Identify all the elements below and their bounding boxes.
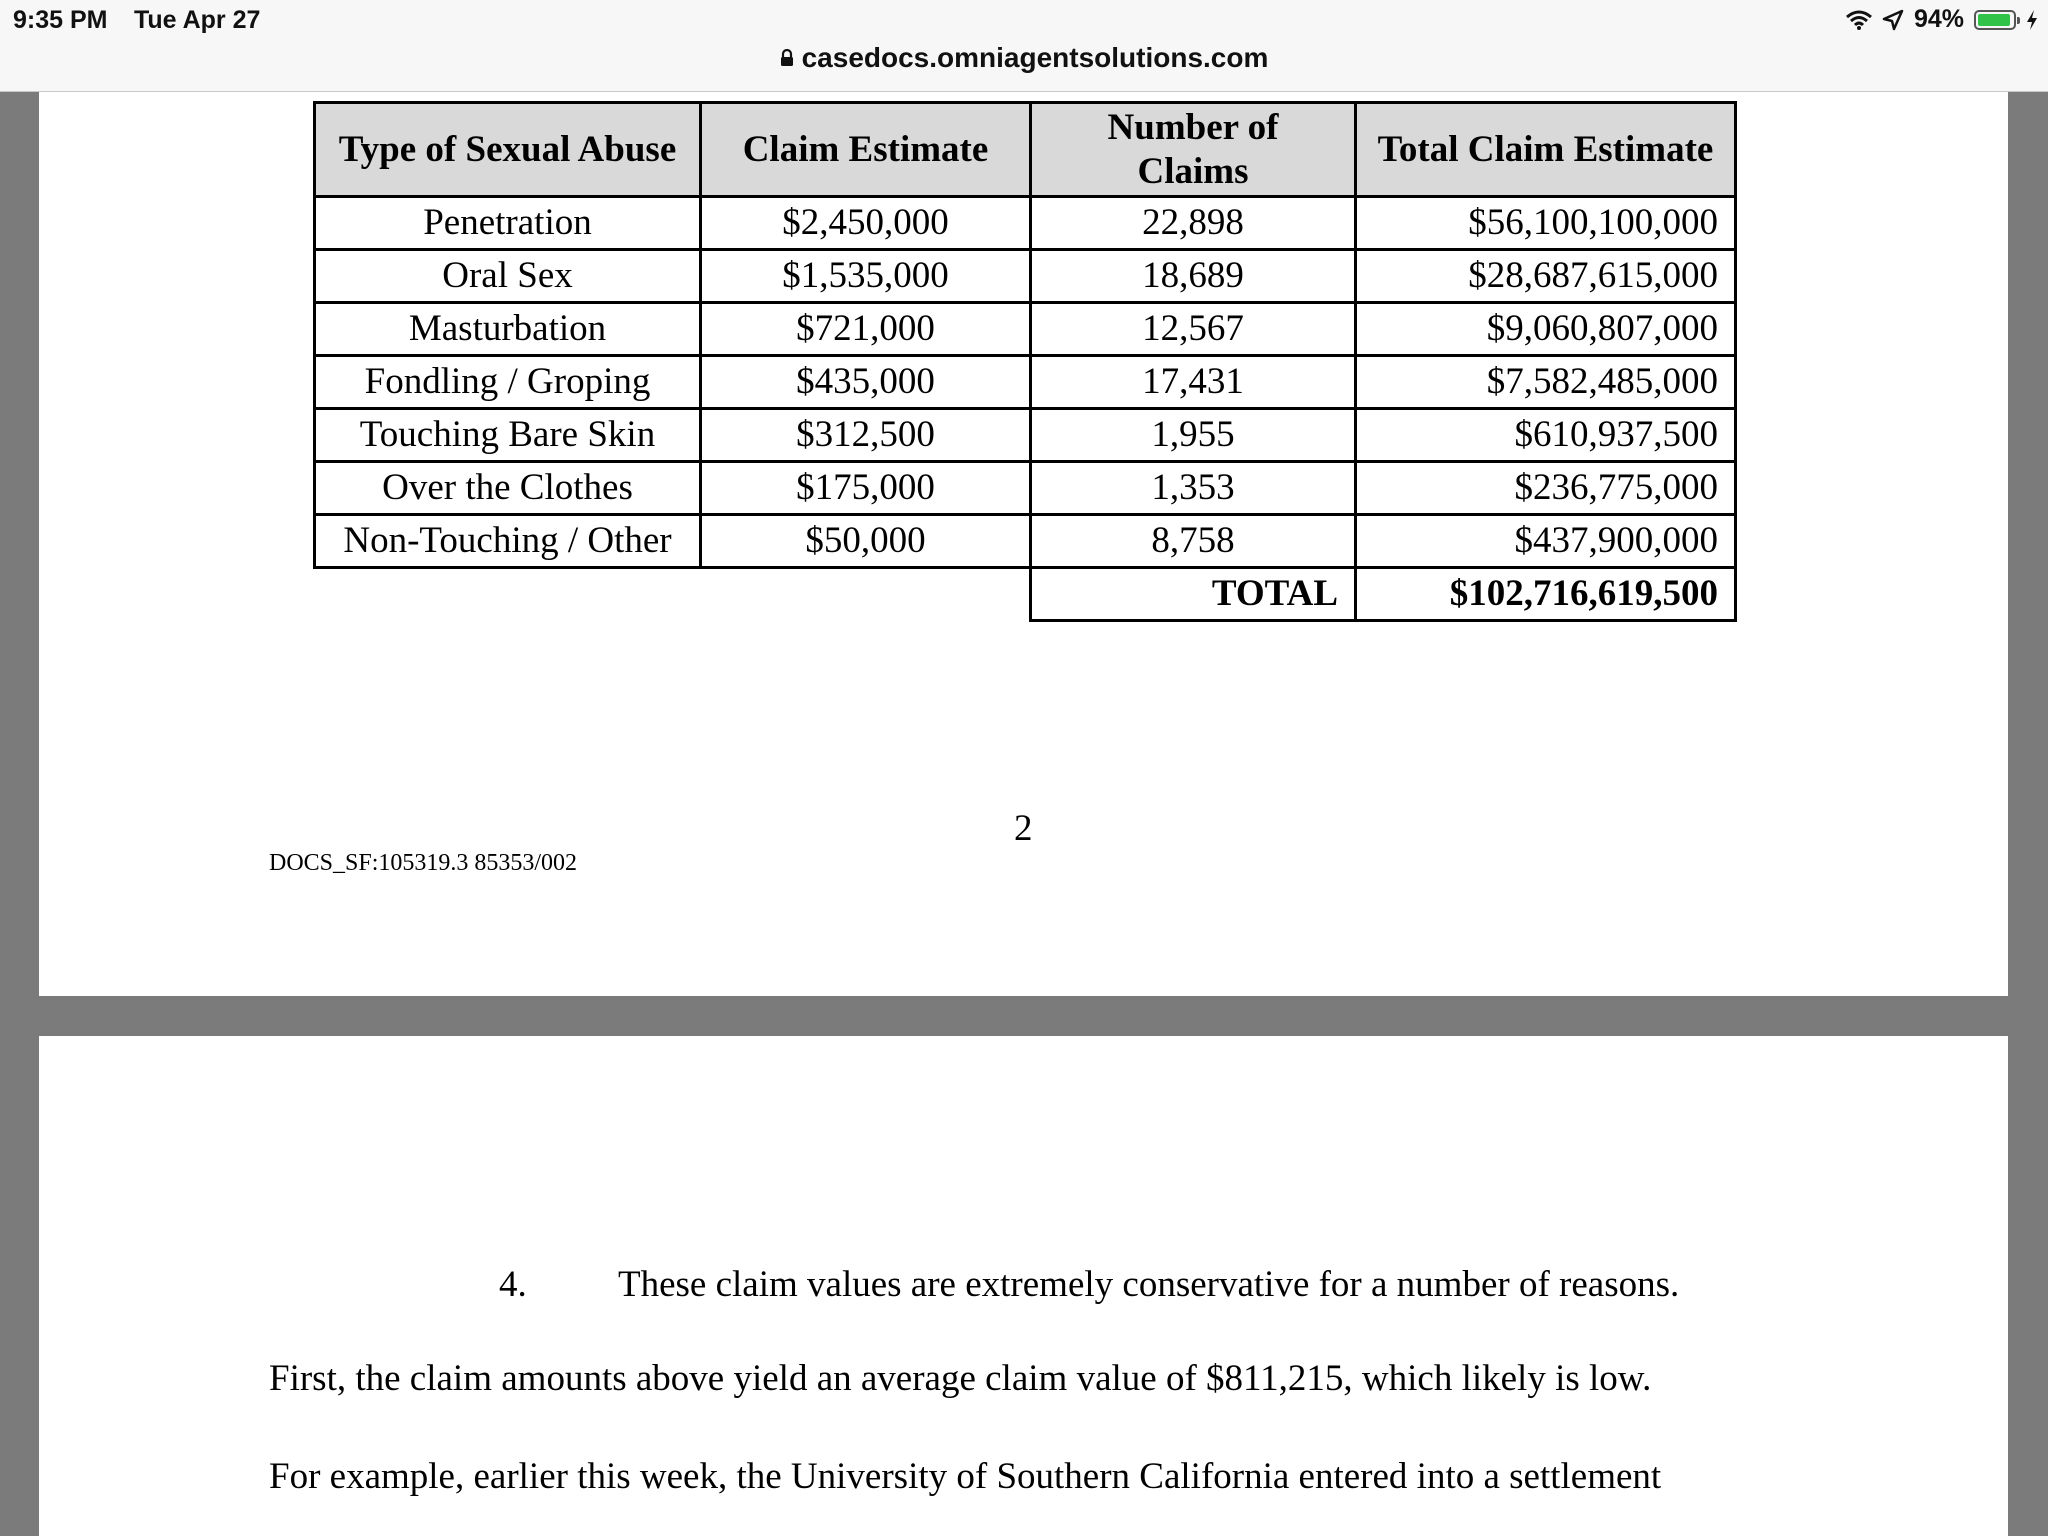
cell-claim-estimate: $435,000	[701, 356, 1031, 409]
cell-total: $28,687,615,000	[1356, 250, 1736, 303]
cell-type: Masturbation	[315, 303, 701, 356]
cell-type: Non-Touching / Other	[315, 515, 701, 568]
status-time: 9:35 PM	[13, 6, 108, 34]
browser-chrome	[0, 0, 2048, 92]
cell-total: $437,900,000	[1356, 515, 1736, 568]
table-row	[315, 409, 1736, 462]
cell-total: $236,775,000	[1356, 462, 1736, 515]
header-claim-estimate: Claim Estimate	[701, 103, 1031, 197]
cell-type: Penetration	[315, 197, 701, 250]
table-row	[315, 515, 1736, 568]
cell-type: Oral Sex	[315, 250, 701, 303]
total-value: $102,716,619,500	[1356, 568, 1736, 621]
cell-total: $7,582,485,000	[1356, 356, 1736, 409]
cell-type: Over the Clothes	[315, 462, 701, 515]
blank-cell	[315, 568, 701, 621]
claims-table	[313, 101, 1737, 622]
cell-number-of-claims: 18,689	[1031, 250, 1356, 303]
paragraph-line: These claim values are extremely conservative for a number of reasons.	[618, 1264, 1680, 1305]
cell-type: Touching Bare Skin	[315, 409, 701, 462]
total-label: TOTAL	[1031, 568, 1356, 621]
location-arrow-icon	[1882, 9, 1904, 31]
paragraph-line: First, the claim amounts above yield an average claim value of $811,215, which likely is low.	[269, 1358, 1652, 1399]
table-row	[315, 197, 1736, 250]
cell-claim-estimate: $2,450,000	[701, 197, 1031, 250]
table-row	[315, 250, 1736, 303]
page-number: 2	[1014, 808, 1033, 849]
wifi-icon	[1846, 10, 1872, 30]
cell-claim-estimate: $721,000	[701, 303, 1031, 356]
header-total-claim-estimate: Total Claim Estimate	[1356, 103, 1736, 197]
header-number-of-claims: Number of Claims	[1031, 103, 1356, 197]
battery-icon	[1974, 10, 2016, 30]
cell-total: $56,100,100,000	[1356, 197, 1736, 250]
cell-number-of-claims: 8,758	[1031, 515, 1356, 568]
document-page-3	[39, 1036, 2008, 1536]
paragraph-number: 4.	[499, 1264, 527, 1305]
cell-claim-estimate: $50,000	[701, 515, 1031, 568]
url-text[interactable]: casedocs.omniagentsolutions.com	[801, 42, 1269, 73]
cell-claim-estimate: $1,535,000	[701, 250, 1031, 303]
address-bar[interactable]	[0, 42, 2048, 74]
table-header-row	[315, 103, 1736, 197]
cell-type: Fondling / Groping	[315, 356, 701, 409]
paragraph-line: For example, earlier this week, the University of Southern California entered into a settlement	[269, 1456, 1662, 1497]
table-row	[315, 462, 1736, 515]
lock-icon	[780, 49, 794, 67]
document-id: DOCS_SF:105319.3 85353/002	[269, 850, 578, 876]
document-page-2	[39, 92, 2008, 996]
cell-number-of-claims: 22,898	[1031, 197, 1356, 250]
cell-number-of-claims: 1,955	[1031, 409, 1356, 462]
cell-number-of-claims: 1,353	[1031, 462, 1356, 515]
cell-total: $610,937,500	[1356, 409, 1736, 462]
table-row	[315, 303, 1736, 356]
table-row	[315, 356, 1736, 409]
cell-number-of-claims: 17,431	[1031, 356, 1356, 409]
cell-total: $9,060,807,000	[1356, 303, 1736, 356]
table-total-row	[315, 568, 1736, 621]
status-date: Tue Apr 27	[134, 6, 261, 34]
cell-claim-estimate: $175,000	[701, 462, 1031, 515]
header-type: Type of Sexual Abuse	[315, 103, 701, 197]
charging-bolt-icon	[2026, 9, 2038, 31]
cell-number-of-claims: 12,567	[1031, 303, 1356, 356]
blank-cell	[701, 568, 1031, 621]
battery-fill	[1978, 14, 2010, 26]
cell-claim-estimate: $312,500	[701, 409, 1031, 462]
battery-percent: 94%	[1913, 5, 1964, 33]
status-icons	[1846, 5, 2038, 34]
